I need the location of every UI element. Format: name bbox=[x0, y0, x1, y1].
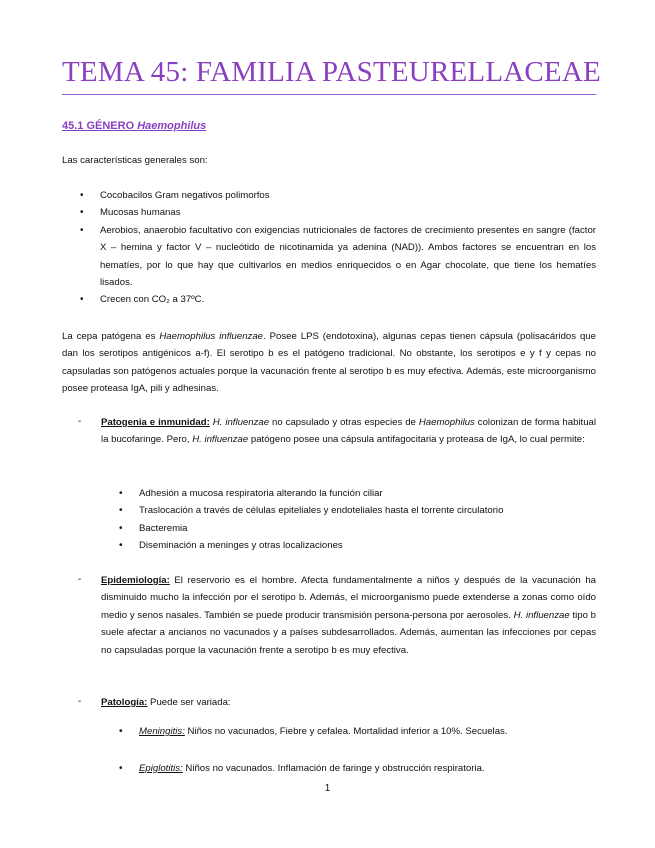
paragraph-text: La cepa patógena es bbox=[62, 331, 160, 342]
list-item: • Crecen con CO₂ a 37ºC. bbox=[62, 291, 596, 308]
list-item: • Aerobios, anaerobio facultativo con exigencias nutricionales de factores de crecimiento presentes en sangre (factor X – hemina y factor V – nucleótido de nicotinamida ya adenina (NAD)). Ambos factores se encuentran en los hematíes, por lo que hay que cultivarlos en medios enriquecidos o en Agar chocolate, que tiene los hematíes lisados. bbox=[62, 222, 596, 292]
list-item: • Cocobacilos Gram negativos polimorfos bbox=[62, 187, 596, 204]
dash-marker: - bbox=[78, 416, 82, 427]
dash-marker: - bbox=[78, 574, 82, 585]
disease-name: Meningitis: bbox=[139, 726, 185, 737]
disease-name: Epiglotitis: bbox=[139, 763, 183, 774]
pathology-section: Patología: Puede ser variada: bbox=[101, 697, 231, 708]
epidemiology-section: Epidemiología: El reservorio es el hombre. Afecta fundamentalmente a niños y después de la vacunación ha disminuido mucho la infección por el serotipo b. Además, el microorganismo puede extenderse a zonas como oído medio y senos nasales. También se puede producir transmisión persona-persona por aerosoles. H. influenzae tipo b suele afectar a ancianos no vacunados y a países subdesarrollados. Además, aumentan las infecciones por cepas no capsuladas porque la vacunación frente a serotipo b es muy efectiva. bbox=[101, 575, 596, 656]
pathology-heading: Patología: bbox=[101, 697, 148, 708]
list-item: • Epiglotitis: Niños no vacunados. Inflamación de faringe y obstrucción respiratoria. bbox=[101, 760, 596, 777]
list-item: • Adhesión a mucosa respiratoria alterando la función ciliar bbox=[101, 485, 596, 502]
page-number: 1 bbox=[324, 783, 331, 794]
section-number: 45.1 GÉNERO bbox=[62, 120, 138, 132]
species-name: H. influenzae bbox=[513, 609, 570, 621]
list-item: • Meningitis: Niños no vacunados, Fiebre y cefalea. Mortalidad inferior a 10%. Secuelas. bbox=[101, 723, 596, 740]
page-title: TEMA 45: FAMILIA PASTEURELLACEAE bbox=[62, 56, 601, 88]
intro-text: Las características generales son: bbox=[62, 155, 208, 166]
species-name: Haemophilus influenzae bbox=[159, 331, 264, 342]
pathology-list bbox=[101, 723, 596, 740]
species-name: H. influenzae bbox=[192, 434, 249, 446]
paragraph-text: . Posee LPS (endotoxina), algunas cepas tienen cápsula (polisacáridos que dan los serotipos antigénicos a-f). El serotipo b es el patógeno tradicional. No obstante, los serotipos e y f y cepas no capsuladas son patógenos actuales porque la vacunación frente al serotipo b es muy efectiva. Además, este microorganismo posee proteasa IgA, pili y adhesinas. bbox=[62, 331, 596, 395]
title-divider bbox=[62, 94, 596, 95]
pathogenesis-heading: Patogenia e inmunidad: bbox=[101, 417, 210, 428]
list-item: • Bacteremia bbox=[101, 520, 596, 537]
list-item: • Diseminación a meninges y otras localizaciones bbox=[101, 537, 596, 554]
section-heading bbox=[62, 120, 206, 132]
species-name: H. influenzae bbox=[212, 417, 270, 428]
pathogenesis-list bbox=[101, 485, 596, 555]
pathology-list bbox=[101, 760, 596, 777]
dash-marker: - bbox=[78, 696, 82, 707]
characteristics-list bbox=[62, 187, 596, 309]
main-paragraph bbox=[62, 328, 596, 398]
pathogenesis-section: Patogenia e inmunidad: H. influenzae no capsulado y otras especies de Haemophilus colonizan de forma habitual la bucofaringe. Pero, H. influenzae patógeno posee una cápsula antifagocitaria y proteasa de IgA, lo cual permite: bbox=[101, 417, 597, 446]
epidemiology-heading: Epidemiología: bbox=[101, 575, 170, 586]
section-genus: Haemophilus bbox=[137, 120, 207, 132]
species-name: Haemophilus bbox=[418, 417, 475, 428]
list-item: • Traslocación a través de células epiteliales y endoteliales hasta el torrente circulatorio bbox=[101, 502, 596, 519]
list-item: • Mucosas humanas bbox=[62, 204, 596, 221]
